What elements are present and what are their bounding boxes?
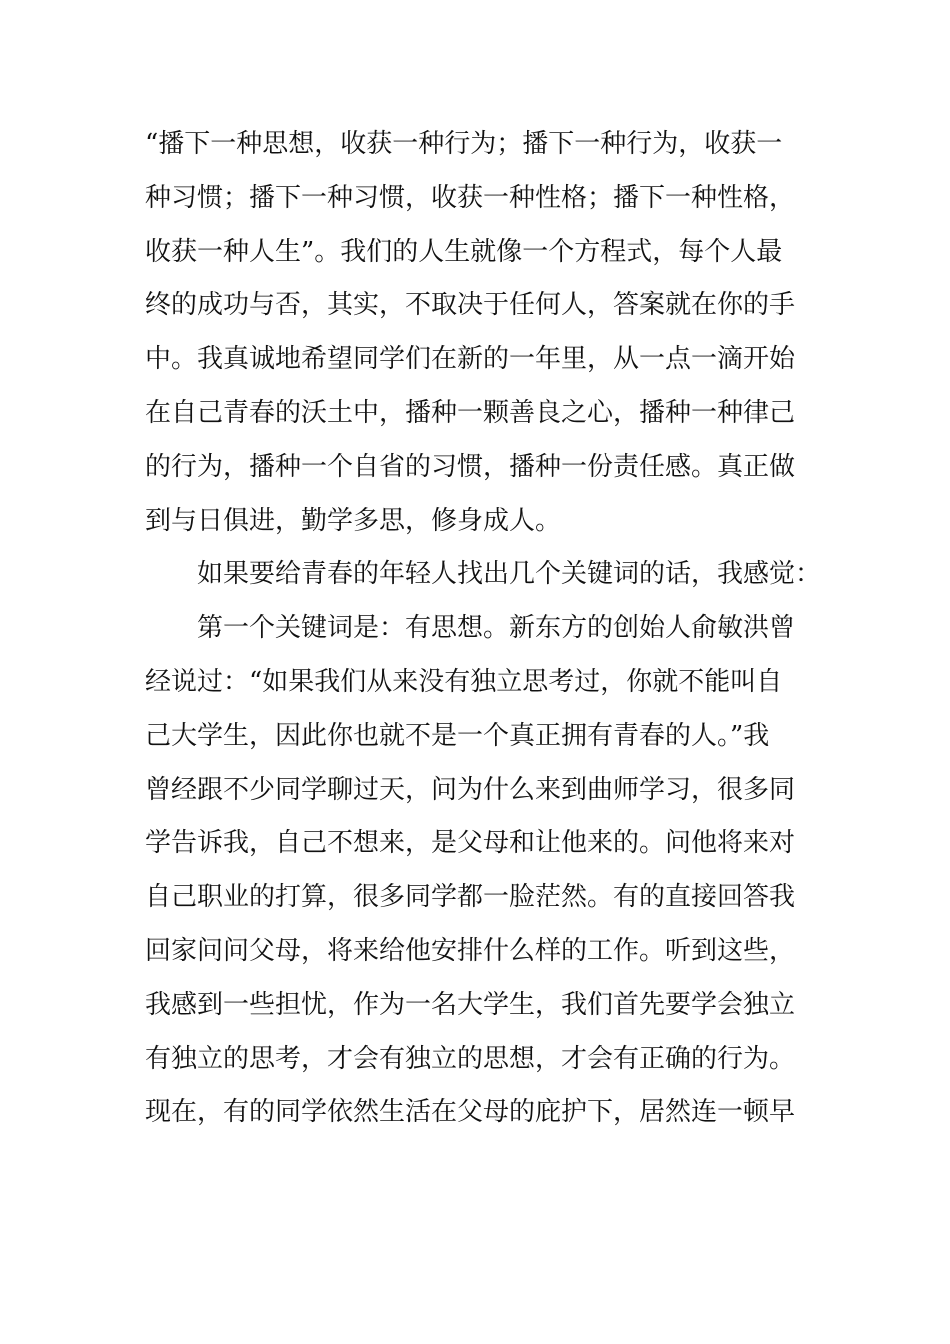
text-line-8: 到与日俱进，勤学多思，修身成人。 [145, 505, 562, 536]
text-line-17: 我感到一些担忧，作为一名大学生，我们首先要学会独立 [145, 989, 796, 1020]
text-line-9: 如果要给青春的年轻人找出几个关键词的话，我感觉： [197, 559, 822, 590]
text-line-1: “播下一种思想，收获一种行为；播下一种行为，收获一 [145, 129, 783, 159]
text-line-16: 回家问问父母，将来给他安排什么样的工作。听到这些， [145, 935, 796, 966]
text-line-2: 种习惯；播下一种习惯，收获一种性格；播下一种性格， [145, 182, 796, 213]
text-line-12: 己大学生，因此你也就不是一个真正拥有青春的人。”我 [145, 720, 770, 751]
text-line-10: 第一个关键词是：有思想。新东方的创始人俞敏洪曾 [197, 613, 796, 644]
document-body [145, 118, 822, 1140]
text-line-6: 在自己青春的沃土中，播种一颗善良之心，播种一种律己 [145, 397, 796, 428]
text-line-18: 有独立的思考，才会有独立的思想，才会有正确的行为。 [145, 1043, 796, 1074]
text-line-14: 学告诉我，自己不想来，是父母和让他来的。问他将来对 [145, 828, 796, 859]
text-line-15: 自己职业的打算，很多同学都一脸茫然。有的直接回答我 [145, 882, 796, 913]
text-line-3: 收获一种人生”。我们的人生就像一个方程式，每个人最 [145, 236, 783, 267]
text-line-7: 的行为，播种一个自省的习惯，播种一份责任感。真正做 [145, 451, 796, 482]
text-line-5: 中。我真诚地希望同学们在新的一年里，从一点一滴开始 [145, 344, 796, 375]
text-line-13: 曾经跟不少同学聊过天，问为什么来到曲师学习，很多同 [145, 774, 796, 805]
text-line-4: 终的成功与否，其实，不取决于任何人，答案就在你的手 [145, 290, 796, 321]
text-line-19: 现在，有的同学依然生活在父母的庇护下，居然连一顿早 [145, 1097, 796, 1128]
text-line-11: 经说过：“如果我们从来没有独立思考过，你就不能叫自 [145, 666, 783, 697]
